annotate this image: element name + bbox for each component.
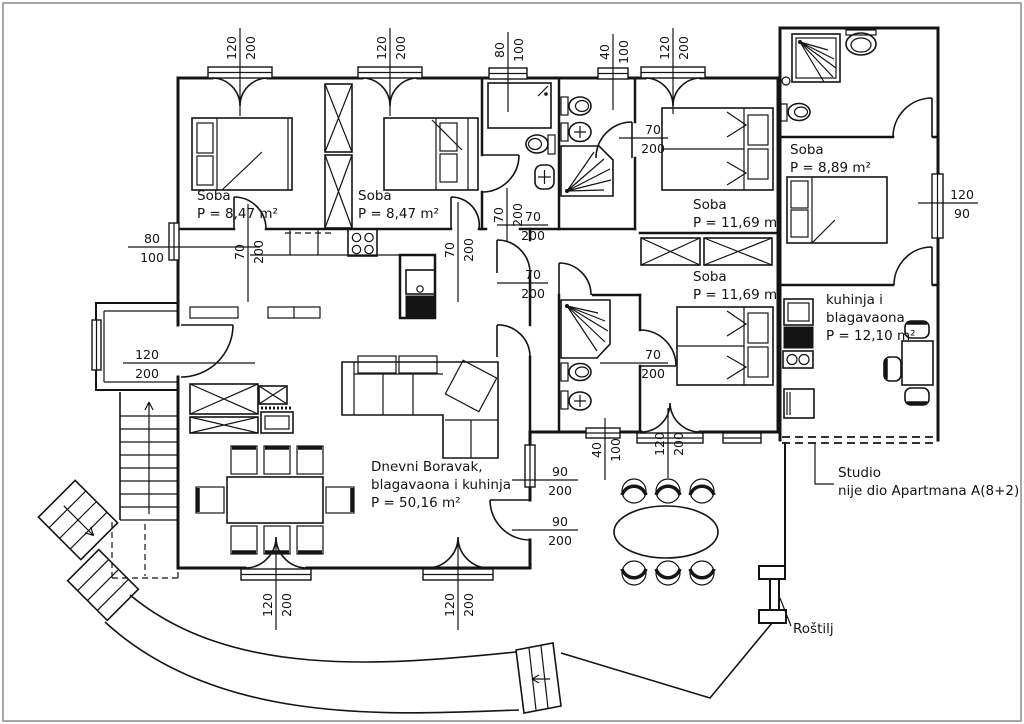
stove-icon [783, 351, 813, 368]
svg-text:200: 200 [521, 286, 545, 301]
svg-text:120: 120 [657, 36, 672, 60]
svg-text:70: 70 [525, 267, 541, 282]
chair [264, 526, 290, 554]
svg-text:40: 40 [589, 442, 604, 458]
stairs-diagonal [38, 480, 138, 620]
svg-text:Soba: Soba [693, 197, 727, 213]
bed-studio [787, 177, 887, 243]
door-bathC-top [559, 263, 591, 295]
svg-text:200: 200 [279, 593, 294, 617]
sink-icon [561, 123, 591, 142]
svg-text:100: 100 [140, 250, 164, 265]
svg-text:blagavaona i kuhinja: blagavaona i kuhinja [371, 477, 511, 493]
chair [297, 526, 323, 554]
walkway-steps [516, 643, 561, 713]
dimension-d19 [260, 543, 294, 630]
sink-icon [846, 30, 876, 55]
door-studio-bath [893, 98, 932, 137]
svg-text:200: 200 [671, 432, 686, 456]
svg-text:P = 8,47 m²: P = 8,47 m² [358, 206, 439, 222]
shower-icon [792, 34, 840, 82]
svg-text:P = 8,89 m²: P = 8,89 m² [790, 160, 871, 176]
walls-studio [780, 28, 938, 443]
svg-text:P = 11,69 m²: P = 11,69 m² [693, 287, 783, 303]
svg-text:70: 70 [645, 347, 661, 362]
dimension-d16 [512, 514, 578, 548]
svg-text:90: 90 [552, 464, 568, 479]
dimension-d13 [619, 122, 668, 156]
svg-text:90: 90 [954, 206, 970, 221]
svg-text:Dnevni Boravak,: Dnevni Boravak, [371, 459, 483, 475]
svg-text:200: 200 [641, 366, 665, 381]
svg-text:200: 200 [461, 238, 476, 262]
stove-icon [348, 229, 377, 256]
svg-text:120: 120 [652, 432, 667, 456]
wardrobe-bed4 [641, 238, 772, 265]
svg-text:200: 200 [548, 533, 572, 548]
toilet-icon [561, 97, 591, 115]
svg-text:200: 200 [548, 483, 572, 498]
door-hall-2 [497, 325, 530, 357]
svg-text:200: 200 [135, 366, 159, 381]
shower-icon [561, 300, 610, 358]
terrace-table [614, 479, 718, 585]
dimension-d20 [442, 543, 476, 630]
bed-soba4 [677, 307, 773, 385]
bed-soba1 [192, 118, 292, 190]
svg-text:120: 120 [260, 593, 275, 617]
dimension-d15 [512, 464, 578, 498]
toilet-icon [781, 104, 810, 122]
room-label-soba2 [358, 188, 439, 222]
room-label-studio-soba [790, 142, 871, 176]
terrace-chair [656, 479, 680, 503]
window-studio-right-120 [932, 174, 943, 238]
dimension-d12 [497, 267, 548, 301]
svg-text:70: 70 [232, 244, 247, 260]
chair [196, 487, 224, 513]
svg-text:100: 100 [616, 40, 631, 64]
svg-text:80: 80 [492, 42, 507, 58]
svg-text:200: 200 [510, 203, 525, 227]
door-living-right [490, 500, 530, 540]
svg-text:200: 200 [461, 593, 476, 617]
svg-text:200: 200 [521, 228, 545, 243]
bathC-fixtures [561, 300, 610, 410]
svg-text:70: 70 [645, 122, 661, 137]
walkway [105, 595, 561, 713]
svg-text:120: 120 [224, 36, 239, 60]
chair [264, 446, 290, 474]
annotation-rostilj [780, 598, 834, 637]
window-bed4-bottom [723, 433, 761, 443]
svg-text:P = 11,69 m²: P = 11,69 m² [693, 215, 783, 231]
door-sill-6 [637, 433, 703, 443]
french-door-bed4 [641, 403, 700, 432]
room-label-studio-kuhinja [826, 292, 916, 344]
svg-text:200: 200 [676, 36, 691, 60]
svg-text:100: 100 [511, 38, 526, 62]
terrace-chair [622, 561, 646, 585]
terrace-chair [622, 479, 646, 503]
bed-soba3 [662, 108, 773, 190]
dimension-d21 [918, 187, 978, 221]
entry-door [181, 325, 233, 377]
terrace-edge [561, 443, 785, 698]
stairs-main [112, 392, 178, 578]
chair [231, 446, 257, 474]
svg-text:200: 200 [243, 36, 258, 60]
svg-text:90: 90 [552, 514, 568, 529]
svg-text:Soba: Soba [790, 142, 824, 158]
svg-text:200: 200 [641, 141, 665, 156]
bed-soba2 [384, 118, 478, 190]
terrace-chair [656, 561, 680, 585]
bidet-icon [535, 165, 554, 189]
svg-text:P = 50,16 m²: P = 50,16 m² [371, 495, 461, 511]
svg-text:Soba: Soba [358, 188, 392, 204]
fridge-sink-unit [406, 270, 435, 317]
svg-text:70: 70 [442, 242, 457, 258]
window-living-right-90 [525, 445, 535, 487]
svg-text:P = 8,47 m²: P = 8,47 m² [197, 206, 278, 222]
wardrobe-bed12 [325, 84, 352, 228]
door-bed2 [451, 197, 479, 229]
toilet-icon [561, 363, 591, 381]
terrace-chair [690, 561, 714, 585]
window-left-80 [169, 223, 179, 260]
grill [759, 566, 786, 623]
washing-machine [488, 83, 551, 128]
sink-icon [561, 391, 591, 410]
dining-table-living [196, 446, 354, 554]
shower-icon [561, 146, 613, 196]
room-label-soba4 [693, 269, 783, 303]
svg-text:200: 200 [251, 240, 266, 264]
door-bathB [596, 122, 632, 158]
chair [297, 446, 323, 474]
svg-text:200: 200 [393, 36, 408, 60]
dimension-d14 [600, 347, 668, 381]
door-studio-bed [894, 247, 932, 285]
sofa [342, 356, 498, 458]
svg-text:100: 100 [608, 438, 623, 462]
svg-text:Soba: Soba [693, 269, 727, 285]
window-bottom-40 [586, 428, 620, 438]
chair [326, 487, 354, 513]
terrace-chair [690, 479, 714, 503]
tv-unit [190, 384, 293, 433]
dimension-d9 [442, 202, 476, 302]
svg-text:blagavaona: blagavaona [826, 310, 905, 326]
svg-text:kuhinja i: kuhinja i [826, 292, 883, 308]
svg-text:70: 70 [491, 207, 506, 223]
studio-kitchen-units [783, 299, 814, 418]
bathA-fixtures [488, 83, 555, 189]
dimension-d10 [491, 188, 525, 242]
shelf-radiators [190, 307, 320, 318]
svg-text:70: 70 [525, 209, 541, 224]
room-label-soba3 [693, 197, 783, 231]
door-bathA [482, 155, 519, 192]
svg-text:120: 120 [135, 347, 159, 362]
room-label-soba1 [197, 188, 278, 222]
door-stop [782, 77, 790, 85]
bathB-fixtures [561, 97, 613, 196]
svg-text:P = 12,10 m²: P = 12,10 m² [826, 328, 916, 344]
svg-text:Soba: Soba [197, 188, 231, 204]
toilet-icon [526, 135, 555, 154]
svg-text:120: 120 [950, 187, 974, 202]
svg-text:Roštilj: Roštilj [793, 621, 834, 637]
svg-text:40: 40 [597, 44, 612, 60]
svg-text:120: 120 [442, 593, 457, 617]
kitchen-main [250, 229, 435, 317]
annotation-studio-note [815, 443, 1019, 499]
svg-text:nije dio Apartmana A(8+2): nije dio Apartmana A(8+2) [838, 483, 1020, 499]
dimension-d17 [589, 418, 623, 480]
studio-bath-fixtures [781, 30, 876, 121]
svg-text:80: 80 [144, 231, 160, 246]
svg-text:Studio: Studio [838, 465, 881, 481]
svg-text:120: 120 [374, 36, 389, 60]
chair [231, 526, 257, 554]
